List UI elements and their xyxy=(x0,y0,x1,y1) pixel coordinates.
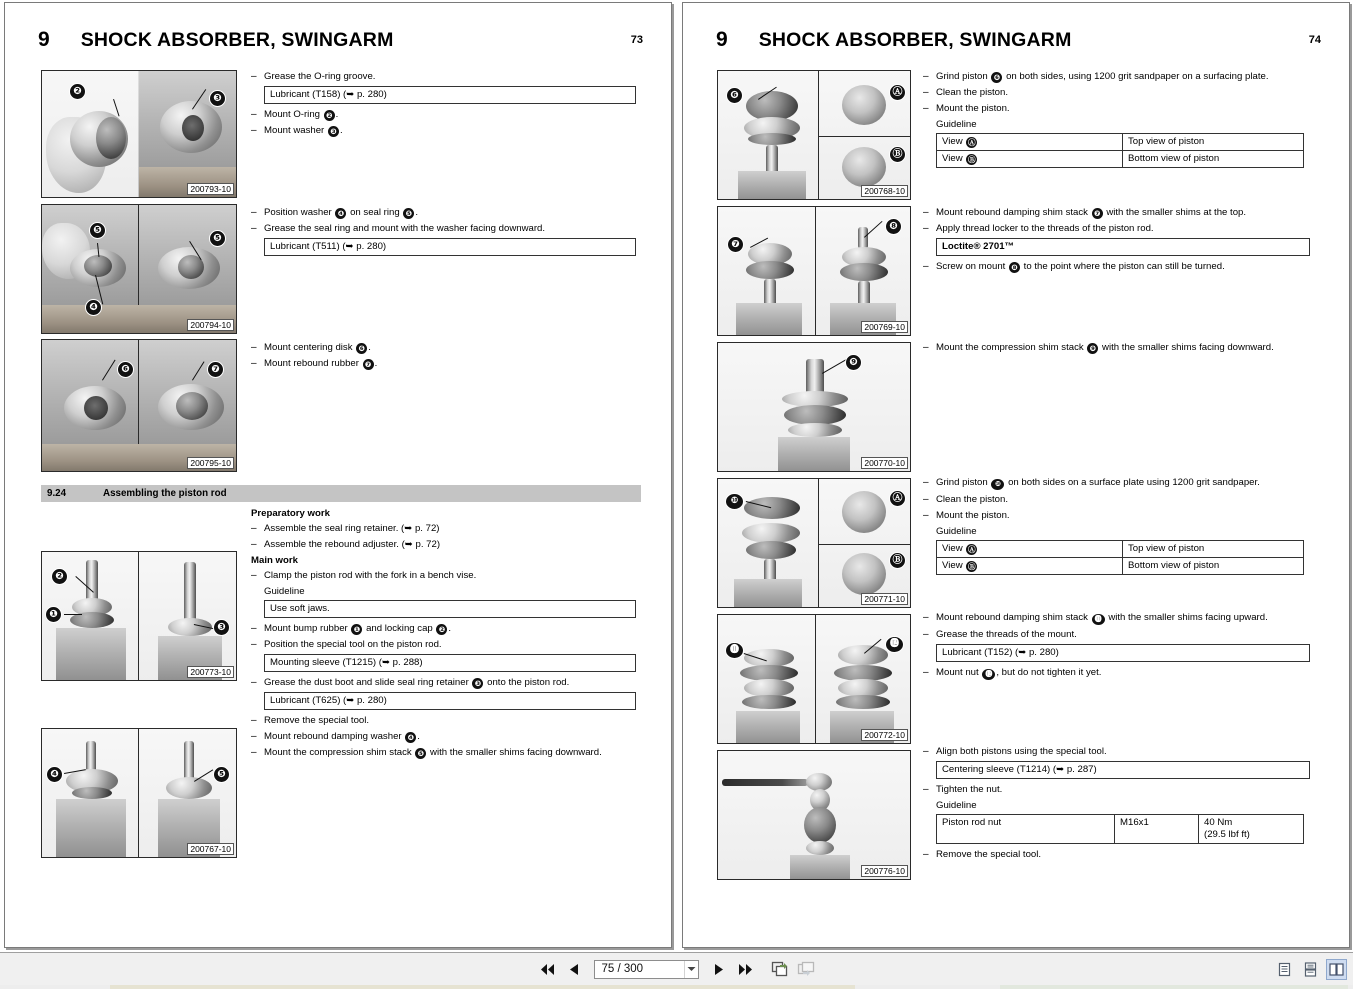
guideline-label: Guideline xyxy=(264,586,305,597)
figure-callout-3: ❸ xyxy=(214,620,229,635)
figure-callout-10: ❿ xyxy=(726,494,743,509)
inline-callout-7: ❼ xyxy=(1092,208,1103,219)
main-work-heading: Main work xyxy=(251,555,298,566)
step-text: Mount the piston. xyxy=(936,103,1010,114)
step-text: Grind piston ❿ on both sides on a surface plate using 1200 grit sandpaper. xyxy=(936,477,1260,488)
page-folio: 74 xyxy=(1308,34,1321,46)
inline-callout-3: ❸ xyxy=(472,678,483,689)
figure-callout-7: ❼ xyxy=(728,237,743,252)
table-cell-value: Top view of piston xyxy=(1123,134,1304,151)
section-title: Assembling the piston rod xyxy=(103,488,227,499)
torque-spec-table xyxy=(936,814,1304,844)
step-dash: – xyxy=(923,87,929,98)
step xyxy=(251,124,641,137)
step xyxy=(923,341,1317,354)
next-page-button[interactable] xyxy=(710,959,729,979)
inline-callout-7: ❼ xyxy=(363,359,374,370)
step-dash: – xyxy=(923,746,929,757)
step-text: Mount nut ⓬ , but do not tighten it yet. xyxy=(936,667,1102,678)
figure-callout-6: ❻ xyxy=(118,362,133,377)
step xyxy=(923,783,1317,796)
torque-value: 40 Nm (29.5 lbf ft) xyxy=(1199,815,1304,844)
view-mode-group xyxy=(1274,959,1347,980)
instruction-block-3 xyxy=(251,341,641,373)
step-dash: – xyxy=(923,71,929,82)
inline-callout-12: ⓬ xyxy=(982,669,995,680)
inline-callout-A: Ⓐ xyxy=(968,545,976,554)
inline-callout-10: ❿ xyxy=(991,479,1004,490)
step-dash: – xyxy=(251,570,257,581)
step-text: Mount bump rubber ❶ and locking cap ❷ . xyxy=(264,623,452,634)
step-text: Align both pistons using the special tool. xyxy=(936,746,1107,757)
step xyxy=(251,538,641,551)
step-dash: – xyxy=(251,677,257,688)
figure-200767-10 xyxy=(41,728,237,858)
instruction-block-r4 xyxy=(923,476,1317,579)
step-text: Tighten the nut. xyxy=(936,784,1003,795)
inline-callout-4: ❹ xyxy=(405,732,416,743)
figure-caption: 200770-10 xyxy=(861,457,908,469)
instruction-block-r3 xyxy=(923,341,1317,357)
desktop-strip-segment-1 xyxy=(110,985,855,989)
step-text: Mount rebound damping shim stack ❼ with the smaller shims at the top. xyxy=(936,207,1247,218)
step-dash: – xyxy=(251,623,257,634)
step-text: Mount rebound damping washer ❹ . xyxy=(264,731,420,742)
chapter-title: SHOCK ABSORBER, SWINGARM xyxy=(758,28,1072,51)
inline-callout-A: Ⓐ xyxy=(968,138,976,147)
spec-use-soft-jaws: Use soft jaws. xyxy=(264,600,636,618)
step xyxy=(251,569,641,582)
step xyxy=(923,102,1317,115)
chapter-title: SHOCK ABSORBER, SWINGARM xyxy=(80,28,394,51)
view-two-page-button[interactable] xyxy=(1326,959,1347,980)
step xyxy=(923,509,1317,522)
figure-200771-10 xyxy=(717,478,911,608)
step-text: Mount rebound rubber ❼ . xyxy=(264,358,378,369)
figure-callout-9: ❾ xyxy=(846,355,861,370)
step-text: Grease the threads of the mount. xyxy=(936,629,1077,640)
inline-callout-2: ❷ xyxy=(436,624,447,635)
step xyxy=(923,476,1317,490)
step xyxy=(251,70,641,83)
spec-mounting-sleeve-t1215: Mounting sleeve (T1215) (➥ p. 288) xyxy=(264,654,636,672)
instruction-block-r6 xyxy=(923,745,1317,864)
figure-caption: 200776-10 xyxy=(861,865,908,877)
step-text: Apply thread locker to the threads of the piston rod. xyxy=(936,223,1154,234)
figure-callout-A: Ⓐ xyxy=(890,491,905,506)
spec-loctite-2701: Loctite® 2701™ xyxy=(936,238,1310,256)
table-cell-label: View Ⓑ xyxy=(937,558,1123,575)
table-row xyxy=(937,558,1304,575)
step xyxy=(923,745,1317,758)
inline-callout-1: ❶ xyxy=(351,624,362,635)
step-dash: – xyxy=(923,510,929,521)
instruction-block-r1 xyxy=(923,70,1317,172)
chapter-number: 9 xyxy=(38,28,50,51)
table-row xyxy=(937,541,1304,558)
section-number: 9.24 xyxy=(47,488,67,499)
spec-lubricant-t158: Lubricant (T158) (➥ p. 280) xyxy=(264,86,636,104)
step xyxy=(923,848,1317,861)
figure-200794-10 xyxy=(41,204,237,334)
step xyxy=(923,493,1317,506)
step-dash: – xyxy=(251,109,257,120)
inline-callout-B: Ⓑ xyxy=(968,562,976,571)
step-dash: – xyxy=(923,342,929,353)
step-text: Mount the compression shim stack ❺ with the smaller shims facing downward. xyxy=(264,747,602,758)
figure-caption: 200771-10 xyxy=(861,593,908,605)
figure-callout-7: ❼ xyxy=(208,362,223,377)
figure-caption: 200795-10 xyxy=(187,457,234,469)
last-page-button[interactable] xyxy=(736,959,755,979)
step-text: Grease the seal ring and mount with the washer facing downward. xyxy=(264,223,546,234)
inline-callout-2: ❷ xyxy=(324,110,335,121)
figure-200772-10 xyxy=(717,614,911,744)
figure-caption: 200793-10 xyxy=(187,183,234,195)
step-text: Mount rebound damping shim stack ⓫ with the smaller shims facing upward. xyxy=(936,612,1268,623)
step-dash: – xyxy=(923,103,929,114)
table-cell-value: Bottom view of piston xyxy=(1123,558,1304,575)
step xyxy=(251,206,641,219)
page-number-combobox[interactable] xyxy=(594,960,699,979)
inline-callout-3: ❸ xyxy=(328,126,339,137)
figure-callout-1: ❶ xyxy=(46,607,61,622)
figure-200795-10 xyxy=(41,339,237,472)
table-cell-label: View Ⓐ xyxy=(937,134,1123,151)
step-dash: – xyxy=(251,358,257,369)
figure-callout-5: ❺ xyxy=(214,767,229,782)
step-text: Mount the piston. xyxy=(936,510,1010,521)
step xyxy=(923,628,1317,641)
desktop-strip-segment-2 xyxy=(1000,985,1348,989)
step-dash: – xyxy=(923,261,929,272)
chapter-number: 9 xyxy=(716,28,728,51)
step xyxy=(251,222,641,235)
figure-callout-5b: ❺ xyxy=(210,231,225,246)
step-text: Clean the piston. xyxy=(936,494,1008,505)
figure-200793-10 xyxy=(41,70,237,198)
step-dash: – xyxy=(923,477,929,488)
figure-callout-8: ❽ xyxy=(886,219,901,234)
figure-200769-10 xyxy=(717,206,911,336)
step xyxy=(251,108,641,121)
table-row xyxy=(937,815,1304,844)
spec-lubricant-t511: Lubricant (T511) (➥ p. 280) xyxy=(264,238,636,256)
torque-thread-size: M16x1 xyxy=(1115,815,1199,844)
step-dash: – xyxy=(251,125,257,136)
step-dash: – xyxy=(923,612,929,623)
step-dash: – xyxy=(251,747,257,758)
spec-lubricant-t152: Lubricant (T152) (➥ p. 280) xyxy=(936,644,1310,662)
step-dash: – xyxy=(251,223,257,234)
step xyxy=(251,730,641,743)
step-dash: – xyxy=(923,849,929,860)
view-continuous-button[interactable] xyxy=(1300,959,1321,980)
step xyxy=(251,714,641,727)
table-cell-label: View Ⓑ xyxy=(937,151,1123,168)
spec-lubricant-t625: Lubricant (T625) (➥ p. 280) xyxy=(264,692,636,710)
figure-caption: 200768-10 xyxy=(861,185,908,197)
spec-centering-sleeve-t1214: Centering sleeve (T1214) (➥ p. 287) xyxy=(936,761,1310,779)
page-header-left xyxy=(5,25,671,55)
step xyxy=(923,666,1317,680)
preparatory-work-heading: Preparatory work xyxy=(251,508,330,519)
step xyxy=(923,86,1317,99)
inline-callout-5: ❺ xyxy=(403,208,414,219)
figure-callout-4: ❹ xyxy=(47,767,62,782)
step-dash: – xyxy=(251,207,257,218)
step-text: Clamp the piston rod with the fork in a bench vise. xyxy=(264,570,477,581)
step-dash: – xyxy=(923,223,929,234)
step-text: Remove the special tool. xyxy=(264,715,370,726)
figure-caption: 200773-10 xyxy=(187,666,234,678)
torque-fastener-name: Piston rod nut xyxy=(937,815,1115,844)
step xyxy=(923,222,1317,235)
figure-200768-10 xyxy=(717,70,911,200)
figure-caption: 200794-10 xyxy=(187,319,234,331)
previous-page-button[interactable] xyxy=(564,959,583,979)
figure-callout-A: Ⓐ xyxy=(890,85,905,100)
step-dash: – xyxy=(923,629,929,640)
step-text: Assemble the rebound adjuster. (➥ p. 72) xyxy=(264,539,441,550)
view-single-page-button[interactable] xyxy=(1274,959,1295,980)
instruction-block-2 xyxy=(251,206,641,260)
step xyxy=(251,676,641,689)
viewer-toolbar xyxy=(0,952,1353,985)
instruction-block-1 xyxy=(251,70,641,140)
step-text: Mount the compression shim stack ❾ with the smaller shims facing downward. xyxy=(936,342,1274,353)
step-text: Position the special tool on the piston rod. xyxy=(264,639,442,650)
chevron-down-icon[interactable] xyxy=(684,961,698,978)
figure-200770-10 xyxy=(717,342,911,472)
inline-callout-6: ❻ xyxy=(356,343,367,354)
section-heading-9-24 xyxy=(41,485,641,502)
step xyxy=(251,622,641,635)
step-text: Clean the piston. xyxy=(936,87,1008,98)
step xyxy=(251,522,641,535)
guideline-table-view-r1 xyxy=(936,133,1304,168)
step-dash: – xyxy=(251,639,257,650)
figure-callout-B: Ⓑ xyxy=(890,553,905,568)
figure-200776-10 xyxy=(717,750,911,880)
step xyxy=(923,611,1317,625)
guideline-label: Guideline xyxy=(936,119,977,130)
step-dash: – xyxy=(251,342,257,353)
step-dash: – xyxy=(251,715,257,726)
step-dash: – xyxy=(251,523,257,534)
figure-caption: 200772-10 xyxy=(861,729,908,741)
inline-callout-B: Ⓑ xyxy=(968,155,976,164)
step-text: Mount O-ring ❷ . xyxy=(264,109,339,120)
step xyxy=(251,746,641,759)
figure-callout-6: ❻ xyxy=(727,88,742,103)
figure-callout-3: ❸ xyxy=(210,91,225,106)
figure-caption: 200767-10 xyxy=(187,843,234,855)
copy-icon[interactable] xyxy=(771,959,790,979)
step-dash: – xyxy=(923,207,929,218)
step xyxy=(251,638,641,651)
page-folio: 73 xyxy=(630,34,643,46)
step-dash: – xyxy=(251,539,257,550)
step xyxy=(923,206,1317,219)
figure-callout-5a: ❺ xyxy=(90,223,105,238)
step xyxy=(923,260,1317,273)
inline-callout-4: ❹ xyxy=(335,208,346,219)
paste-icon[interactable] xyxy=(797,959,816,979)
figure-callout-12: ⓬ xyxy=(886,637,903,652)
figure-callout-11: ⓫ xyxy=(726,643,743,658)
inline-callout-11: ⓫ xyxy=(1092,614,1105,625)
step-dash: – xyxy=(923,784,929,795)
step-text: Remove the special tool. xyxy=(936,849,1042,860)
table-cell-value: Bottom view of piston xyxy=(1123,151,1304,168)
step-dash: – xyxy=(251,71,257,82)
step-text: Grind piston ❻ on both sides, using 1200 grit sandpaper on a surfacing plate. xyxy=(936,71,1269,82)
step-dash: – xyxy=(923,494,929,505)
page-right[interactable] xyxy=(682,2,1350,948)
guideline-label: Guideline xyxy=(936,800,977,811)
inline-callout-8: ❽ xyxy=(1009,262,1020,273)
step xyxy=(923,70,1317,83)
figure-200773-10 xyxy=(41,551,237,681)
step-dash: – xyxy=(251,731,257,742)
step-text: Grease the O-ring groove. xyxy=(264,71,376,82)
figure-callout-2: ❷ xyxy=(52,569,67,584)
step-text: Screw on mount ❽ to the point where the piston can still be turned. xyxy=(936,261,1225,272)
step-text: Grease the dust boot and slide seal ring retainer ❸ onto the piston rod. xyxy=(264,677,570,688)
table-row xyxy=(937,151,1304,168)
figure-callout-B: Ⓑ xyxy=(890,147,905,162)
figure-callout-4: ❹ xyxy=(86,300,101,315)
page-number-input[interactable]: 75 / 300 xyxy=(601,963,644,975)
step xyxy=(251,341,641,354)
page-navigation-group xyxy=(538,959,816,979)
desktop-strip xyxy=(0,985,1353,989)
step-text: Mount centering disk ❻ . xyxy=(264,342,371,353)
instruction-block-4 xyxy=(251,507,641,762)
page-left[interactable] xyxy=(4,2,672,948)
guideline-label: Guideline xyxy=(936,526,977,537)
first-page-button[interactable] xyxy=(538,959,557,979)
inline-callout-9: ❾ xyxy=(1087,343,1098,354)
instruction-block-r5 xyxy=(923,611,1317,683)
inline-callout-5: ❺ xyxy=(415,748,426,759)
figure-callout-2: ❷ xyxy=(70,84,85,99)
step-text: Position washer ❹ on seal ring ❺ . xyxy=(264,207,419,218)
table-cell-label: View Ⓐ xyxy=(937,541,1123,558)
step-dash: – xyxy=(923,667,929,678)
step xyxy=(251,357,641,370)
inline-callout-6: ❻ xyxy=(991,72,1002,83)
step-text: Assemble the seal ring retainer. (➥ p. 72) xyxy=(264,523,440,534)
guideline-table-view-r4 xyxy=(936,540,1304,575)
table-cell-value: Top view of piston xyxy=(1123,541,1304,558)
page-header-right xyxy=(683,25,1349,55)
figure-caption: 200769-10 xyxy=(861,321,908,333)
table-row xyxy=(937,134,1304,151)
step-text: Mount washer ❸ . xyxy=(264,125,343,136)
instruction-block-r2 xyxy=(923,206,1317,276)
